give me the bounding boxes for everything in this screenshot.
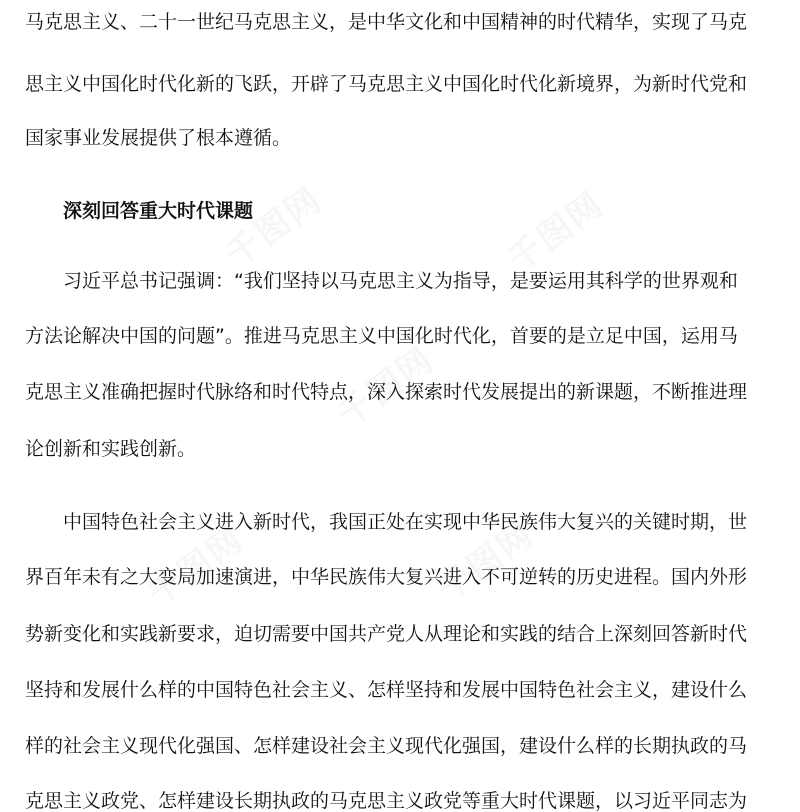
watermark-text: 千图网 <box>500 184 612 281</box>
paragraph-line: 思主义中国化时代化新的飞跃，开辟了马克思主义中国化时代化新境界，为新时代党和 <box>25 73 748 95</box>
paragraph-line: 样的社会主义现代化强国、怎样建设社会主义现代化强国，建设什么样的长期执政的马 <box>25 735 748 757</box>
watermark-text: 千图网 <box>218 179 330 276</box>
paragraph-line: 界百年未有之大变局加速演进，中华民族伟大复兴进入不可逆转的历史进程。国内外形 <box>25 566 748 588</box>
paragraph-line: 势新变化和实践新要求，迫切需要中国共产党人从理论和实践的结合上深刻回答新时代 <box>25 623 748 645</box>
paragraph-line: 克思主义准确把握时代脉络和时代特点，深入探索时代发展提出的新课题，不断推进理 <box>25 381 748 403</box>
watermark-text: 千图网 <box>330 339 442 436</box>
paragraph-line: 中国特色社会主义进入新时代，我国正处在实现中华民族伟大复兴的关键时期，世 <box>63 511 748 533</box>
paragraph-line: 马克思主义、二十一世纪马克思主义，是中华文化和中国精神的时代精华，实现了马克 <box>25 11 748 33</box>
paragraph-line: 习近平总书记强调：“我们坚持以马克思主义为指导，是要运用其科学的世界观和 <box>63 270 738 292</box>
paragraph-line: 方法论解决中国的问题”。推进马克思主义中国化时代化，首要的是立足中国，运用马 <box>25 325 738 347</box>
watermark-text: 千图网 <box>430 514 542 611</box>
section-heading: 深刻回答重大时代课题 <box>63 200 254 222</box>
paragraph-line: 坚持和发展什么样的中国特色社会主义、怎样坚持和发展中国特色社会主义，建设什么 <box>25 679 748 701</box>
watermark-text: 千图网 <box>140 519 252 616</box>
paragraph-line: 论创新和实践创新。 <box>25 438 197 460</box>
paragraph-line: 克思主义政党、怎样建设长期执政的马克思主义政党等重大时代课题，以习近平同志为 <box>25 790 748 812</box>
paragraph-line: 国家事业发展提供了根本遵循。 <box>25 127 292 149</box>
